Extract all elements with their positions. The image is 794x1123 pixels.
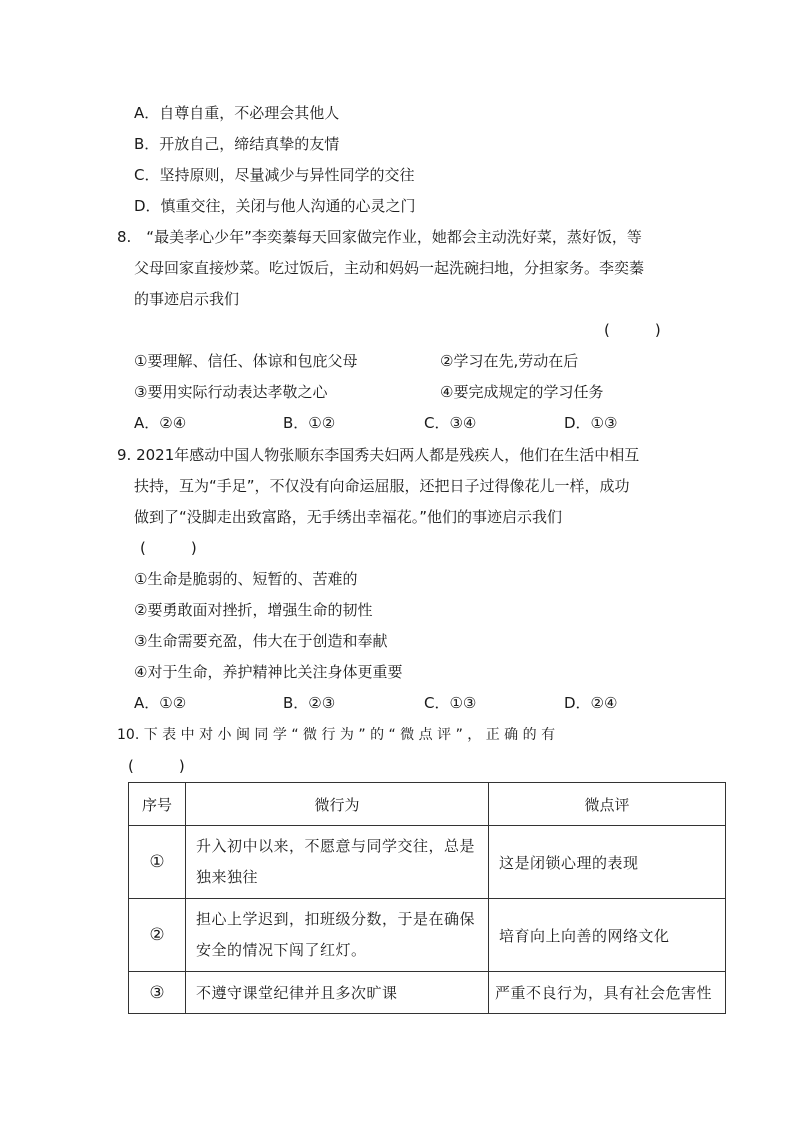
q7-option-a: A．自尊自重，不必理会其他人 <box>134 104 340 122</box>
header-comment: 微点评 <box>489 783 726 826</box>
q9-option-c: C．①③ <box>424 694 477 712</box>
row-comment: 严重不良行为，具有社会危害性 <box>489 972 726 1014</box>
q8-option-a: A．②④ <box>134 414 187 432</box>
q8-statement-4: ④要完成规定的学习任务 <box>440 383 604 401</box>
row-behavior <box>186 826 489 899</box>
row-no: ③ <box>129 972 186 1014</box>
row-comment: 这是闭锁心理的表现 <box>489 826 726 899</box>
q9-statement-4: ④对于生命，养护精神比关注身体更重要 <box>134 663 403 681</box>
behavior-line: 升入初中以来，不愿意与同学交往，总是 <box>196 837 476 855</box>
q9-option-d: D．②④ <box>564 694 618 712</box>
q8-statement-2: ②学习在先,劳动在后 <box>440 352 579 370</box>
q9-statement-1: ①生命是脆弱的、短暂的、苦难的 <box>134 570 358 588</box>
row-comment: 培育向上向善的网络文化 <box>489 899 726 972</box>
behavior-line: 独来独往 <box>196 868 259 886</box>
q7-option-b: B．开放自己，缔结真挚的友情 <box>134 135 340 153</box>
q8-answer-bracket: ( ) <box>604 321 661 339</box>
table-row <box>129 899 726 972</box>
behavior-line: 不遵守课堂纪律并且多次旷课 <box>196 984 398 1002</box>
q7-option-c: C．坚持原则，尽量减少与异性同学的交往 <box>134 166 415 184</box>
q9-answer-bracket: ( ) <box>140 539 197 557</box>
q10-answer-bracket: ( ) <box>128 757 185 775</box>
q9-stem-line-2: 扶持，互为“手足”，不仅没有向命运屈服，还把日子过得像花儿一样，成功 <box>134 477 630 495</box>
q9-statement-3: ③生命需要充盈，伟大在于创造和奉献 <box>134 632 388 650</box>
q8-option-b: B．①② <box>283 414 336 432</box>
row-behavior <box>186 899 489 972</box>
row-behavior <box>186 972 489 1014</box>
q8-statement-1: ①要理解、信任、体谅和包庇父母 <box>134 352 358 370</box>
q8-stem-line-1: 8. “最美孝心少年”李奕蓁每天回家做完作业，她都会主动洗好菜，蒸好饭，等 <box>117 228 642 246</box>
q8-stem-line-2: 父母回家直接炒菜。吃过饭后，主动和妈妈一起洗碗扫地，分担家务。李奕蓁 <box>134 259 645 277</box>
q10-table <box>128 782 726 1014</box>
row-no: ② <box>129 899 186 972</box>
q7-option-d: D．慎重交往，关闭与他人沟通的心灵之门 <box>134 197 416 215</box>
header-behavior: 微行为 <box>186 783 489 826</box>
q9-stem-line-1: 9. 2021年感动中国人物张顺东李国秀夫妇两人都是残疾人，他们在生活中相互 <box>117 446 640 464</box>
table-row <box>129 972 726 1014</box>
q9-option-a: A．①② <box>134 694 187 712</box>
q9-option-b: B．②③ <box>283 694 336 712</box>
q9-stem-line-3: 做到了“没脚走出致富路，无手绣出幸福花。”他们的事迹启示我们 <box>134 508 563 526</box>
q8-option-d: D．①③ <box>564 414 618 432</box>
behavior-line: 担心上学迟到，扣班级分数，于是在确保 <box>196 910 476 928</box>
q10-stem: 10. 下 表 中 对 小 闽 同 学 “ 微 行 为 ” 的 “ 微 点 评 ” ， 正 确 的 有 <box>117 727 556 743</box>
q9-statement-2: ②要勇敢面对挫折，增强生命的韧性 <box>134 601 373 619</box>
header-no: 序号 <box>129 783 186 826</box>
row-no: ① <box>129 826 186 899</box>
q8-stem-line-3: 的事迹启示我们 <box>134 290 240 308</box>
table-header-row <box>129 783 726 826</box>
behavior-line: 安全的情况下闯了红灯。 <box>196 941 367 959</box>
q8-option-c: C．③④ <box>424 414 477 432</box>
q8-statement-3: ③要用实际行动表达孝敬之心 <box>134 383 328 401</box>
table-row <box>129 826 726 899</box>
